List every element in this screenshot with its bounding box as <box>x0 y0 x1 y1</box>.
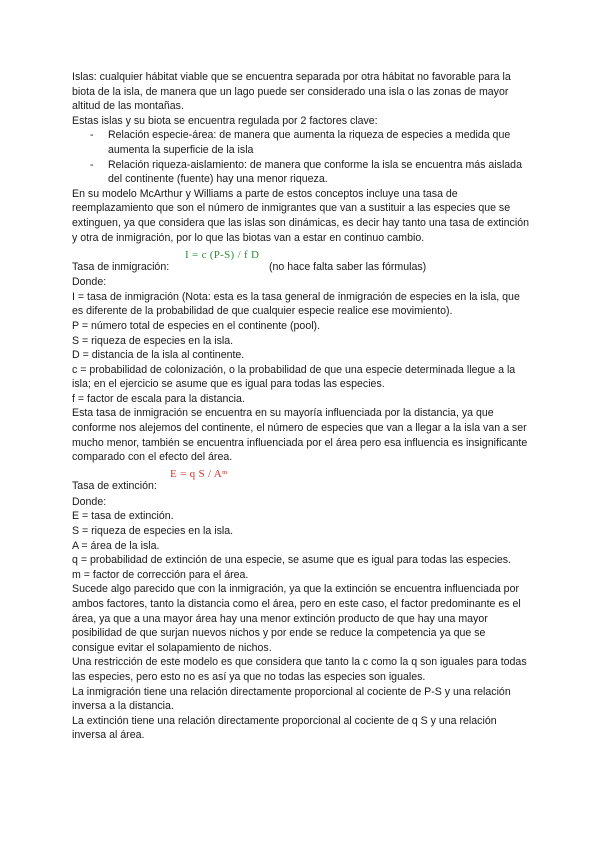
extinction-label: Tasa de extinción: <box>72 480 157 493</box>
list-item <box>72 158 530 187</box>
immigration-def-i: I = tasa de inmigración (Nota: esta es la tasa general de inmigración de especies en la isla, que es diferente de la probabilidad de que cualquier especie realice ese movimiento). <box>72 290 520 318</box>
extinction-formula-line <box>72 465 530 495</box>
dash-bullet: - <box>90 129 94 142</box>
immigration-def-c: c = probabilidad de colonización, o la probabilidad de que una especie determinada llegue a la isla; en el ejercicio se asume que es igual para todas las especies. <box>72 363 516 391</box>
extinction-where: Donde: <box>72 495 107 508</box>
dash-bullet: - <box>90 158 94 171</box>
document-body <box>72 70 530 743</box>
extinction-def-m: m = factor de corrección para el área. <box>72 568 249 581</box>
islands-definition: Islas: cualquier hábitat viable que se encuentra separada por otra hábitat no favorable para la biota de la isla, de manera que un lago puede ser considerado una isla o las zonas de mayor altitud de las montañas. <box>72 71 511 113</box>
extinction-explanation: Sucede algo parecido que con la inmigración, ya que la extinción se encuentra influenciada por ambos factores, tanto la distancia como el área, pero en este caso, el factor predominante es el área, ya que a una mayor área hay una menor extinción producto de que hay una mayor posibilidad de que surjan nuevos nichos y por ende se reduce la competencia ya que se consigue evitar el solapamiento de nichos. <box>72 583 521 654</box>
immigration-where: Donde: <box>72 276 107 289</box>
factor-richness-isolation: Relación riqueza-aislamiento: de manera que conforme la isla se encuentra más aislada del continente (fuente) hay una menor riqueza. <box>108 158 522 186</box>
immigration-def-s: S = riqueza de especies en la isla. <box>72 334 234 347</box>
factors-intro: Estas islas y su biota se encuentra regulada por 2 factores clave: <box>72 114 378 127</box>
list-item <box>72 128 530 157</box>
immigration-relation: La inmigración tiene una relación directamente proporcional al cociente de P-S y una relación inversa a la distancia. <box>72 685 511 713</box>
extinction-def-a: A = área de la isla. <box>72 539 160 552</box>
immigration-def-d: D = distancia de la isla al continente. <box>72 349 245 362</box>
factor-species-area: Relación especie-área: de manera que aumenta la riqueza de especies a medida que aumenta la superficie de la isla <box>108 129 511 156</box>
immigration-explanation: Esta tasa de inmigración se encuentra en su mayoría influenciada por la distancia, ya que conforme nos alejemos del continente, el número de especies que van a llegar a la isla van a ser mucho menor, también se encuentra influenciada por el área pero esa influencia es insignificante comparado con el efecto del área. <box>72 407 528 464</box>
factors-list <box>72 128 530 186</box>
extinction-def-e: E = tasa de extinción. <box>72 510 174 523</box>
extinction-formula: E = q S / Aᵐ <box>170 468 228 481</box>
model-restriction: Una restricción de este modelo es que considera que tanto la c como la q son iguales para todas las especies, pero esto no es así ya que no todas las especies son iguales. <box>72 656 527 683</box>
immigration-def-f: f = factor de escala para la distancia. <box>72 392 245 405</box>
immigration-label: Tasa de inmigración: <box>72 260 170 273</box>
immigration-def-p: P = número total de especies en el continente (pool). <box>72 319 321 332</box>
extinction-relation: La extinción tiene una relación directamente proporcional al cociente de q S y una relación inversa al área. <box>72 714 497 742</box>
model-paragraph: En su modelo McArthur y Williams a parte de estos conceptos incluye una tasa de reemplazamiento que son el número de inmigrantes que van a sustituir a las especies que se extinguen, ya que considera que las islas son dinámicas, es decir hay tanto una tasa de extinción y otra de inmigración, por lo que las biotas van a estar en continuo cambio. <box>72 187 529 244</box>
extinction-def-q: q = probabilidad de extinción de una especie, se asume que es igual para todas las especies. <box>72 554 512 567</box>
extinction-def-s: S = riqueza de especies en la isla. <box>72 525 234 538</box>
immigration-formula: I = c (P-S) / f D <box>185 248 260 261</box>
formula-note: (no hace falta saber las fórmulas) <box>269 260 427 273</box>
immigration-formula-line <box>72 245 530 275</box>
